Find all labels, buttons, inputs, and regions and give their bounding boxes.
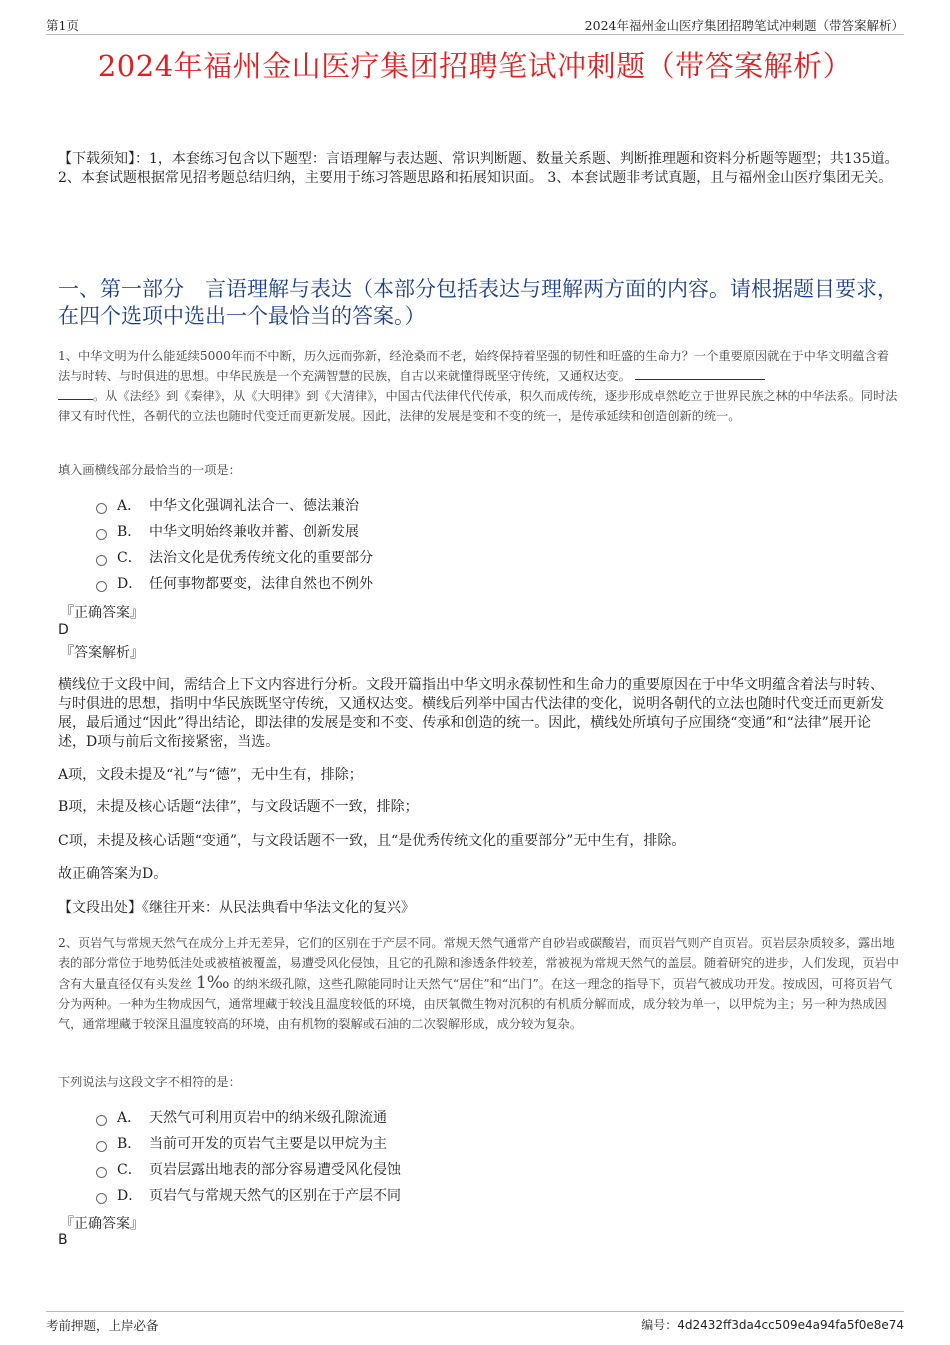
option-b[interactable]: B． 当前可开发的页岩气主要是以甲烷为主 — [96, 1130, 796, 1156]
radio-icon[interactable] — [96, 1193, 107, 1204]
document-title: 2024年福州金山医疗集团招聘笔试冲刺题（带答案解析） — [97, 49, 853, 83]
option-d[interactable]: D． 页岩气与常规天然气的区别在于产层不同 — [96, 1182, 796, 1208]
answer-label: 『正确答案』 — [60, 1216, 144, 1232]
analysis-label: 『答案解析』 — [60, 645, 144, 661]
header-doc-title: 2024年福州金山医疗集团招聘笔试冲刺题（带答案解析） — [584, 18, 904, 33]
analysis-conclusion: 故正确答案为D。 — [58, 866, 168, 882]
radio-icon[interactable] — [96, 503, 107, 514]
answer-value: B — [58, 1232, 68, 1248]
answer-label: 『正确答案』 — [60, 605, 144, 621]
option-c[interactable]: C． 页岩层露出地表的部分容易遭受风化侵蚀 — [96, 1156, 796, 1182]
question-1-text: 1、中华文明为什么能延续5000年而不中断，历久远而弥新，经沧桑而不老，始终保持着坚强的韧性和旺盛的生命力？一个重要原因就在于中华文明蕴含着法与时转、与时俱进的思想。中华民族是一个充满智慧的民族，自古以来就懂得既坚守传统，又通权达变。 。从《法经》到《秦律》，从《大明律》到《大清律》，中国古代法律代代传承，积久而成传统，逐步形成卓然屹立于世界民族之林的中华法系。同时法律又有时代性，各朝代的立法也随时代变迁而更新发展。因此，法律的发展是变和不变的统一，是传承延续和创造创新的统一。 — [58, 349, 898, 423]
analysis-paragraph: 横线位于文段中间，需结合上下文内容进行分析。文段开篇指出中华文明永葆韧性和生命力的重要原因在于中华文明蕴含着法与时转、与时俱进的思想，指明中华民族既坚守传统，又通权达变。横线后列举中国古代法律的变化，说明各朝代的立法也随时代变迁而更新发展，最后通过“因此”得出结论，即法律的发展是变和不变、传承和创造的统一。因此，横线处所填句子应围绕“变通”和“法律”展开论述，D项与前后文衔接紧密，当选。 — [58, 677, 884, 750]
page-header — [46, 14, 904, 35]
radio-icon[interactable] — [96, 581, 107, 592]
radio-icon[interactable] — [96, 1115, 107, 1126]
permille-value: 1‰ — [195, 973, 230, 993]
footer-slogan: 考前押题，上岸必备 — [46, 1318, 159, 1333]
page-number: 第1页 — [46, 18, 79, 33]
fill-blank — [635, 367, 765, 380]
question-2-prompt: 下列说法与这段文字不相符的是： — [58, 1075, 241, 1089]
option-a[interactable]: A． 中华文化强调礼法合一、德法兼治 — [96, 492, 796, 518]
answer-value: D — [58, 622, 69, 638]
question-1-prompt: 填入画横线部分最恰当的一项是： — [58, 463, 241, 477]
question-2-options — [96, 1104, 796, 1208]
fill-blank-continued — [58, 387, 93, 400]
page-footer — [46, 1311, 904, 1345]
option-a[interactable]: A． 天然气可利用页岩中的纳米级孔隙流通 — [96, 1104, 796, 1130]
radio-icon[interactable] — [96, 555, 107, 566]
footer-code: 编号：4d2432ff3da4cc509e4a94fa5f0e8e74 — [641, 1318, 904, 1332]
analysis-source: 【文段出处】《继往开来：从民法典看中华法文化的复兴》 — [58, 900, 415, 916]
option-c[interactable]: C． 法治文化是优秀传统文化的重要部分 — [96, 544, 796, 570]
question-2-text: 2、页岩气与常规天然气在成分上并无差异，它们的区别在于产层不同。常规天然气通常产自砂岩或碳酸岩，而页岩气则产自页岩。页岩层杂质较多，露出地表的部分常位于地势低洼处或被植被覆盖，易遭受风化侵蚀，且它的孔隙和渗透条件较差，常被视为常规天然气的盖层。随着研究的进步，人们发现，页岩中含有大量直径仅有头发丝 1‰ 的纳米级孔隙，这些孔隙能同时让天然气“居住”和“出门”。在这一理念的指导下，页岩气被成功开发。按成因，可将页岩气分为两种。一种为生物成因气，通常埋藏于较浅且温度较低的环境，由厌氧微生物对沉积的有机质分解而成，成分较为单一，以甲烷为主；另一种为热成因气，通常埋藏于较深且温度较高的环境，由有机物的裂解或石油的二次裂解形成，成分较为复杂。 — [58, 936, 899, 1031]
analysis-a: A项，文段未提及“礼”与“德”，无中生有，排除； — [58, 767, 363, 783]
question-1-options — [96, 492, 796, 596]
radio-icon[interactable] — [96, 529, 107, 540]
section-title: 一、第一部分 言语理解与表达（本部分包括表达与理解两方面的内容。请根据题目要求，在四个选项中选出一个最恰当的答案。） — [58, 277, 898, 328]
radio-icon[interactable] — [96, 1167, 107, 1178]
radio-icon[interactable] — [96, 1141, 107, 1152]
analysis-c: C项，未提及核心话题“变通”，与文段话题不一致，且“是优秀传统文化的重要部分”无中生有，排除。 — [58, 833, 686, 849]
analysis-b: B项，未提及核心话题“法律”，与文段话题不一致，排除； — [58, 799, 419, 815]
download-notice: 【下载须知】：1，本套练习包含以下题型：言语理解与表达题、常识判断题、数量关系题、判断推理题和资料分析题等题型；共135道。 2、本套试题根据常见招考题总结归纳，主要用于练习答题思路和拓展知识面。 3、本套试题非考试真题，且与福州金山医疗集团无关。 — [58, 151, 899, 186]
option-b[interactable]: B． 中华文明始终兼收并蓄、创新发展 — [96, 518, 796, 544]
option-d[interactable]: D． 任何事物都要变，法律自然也不例外 — [96, 570, 796, 596]
